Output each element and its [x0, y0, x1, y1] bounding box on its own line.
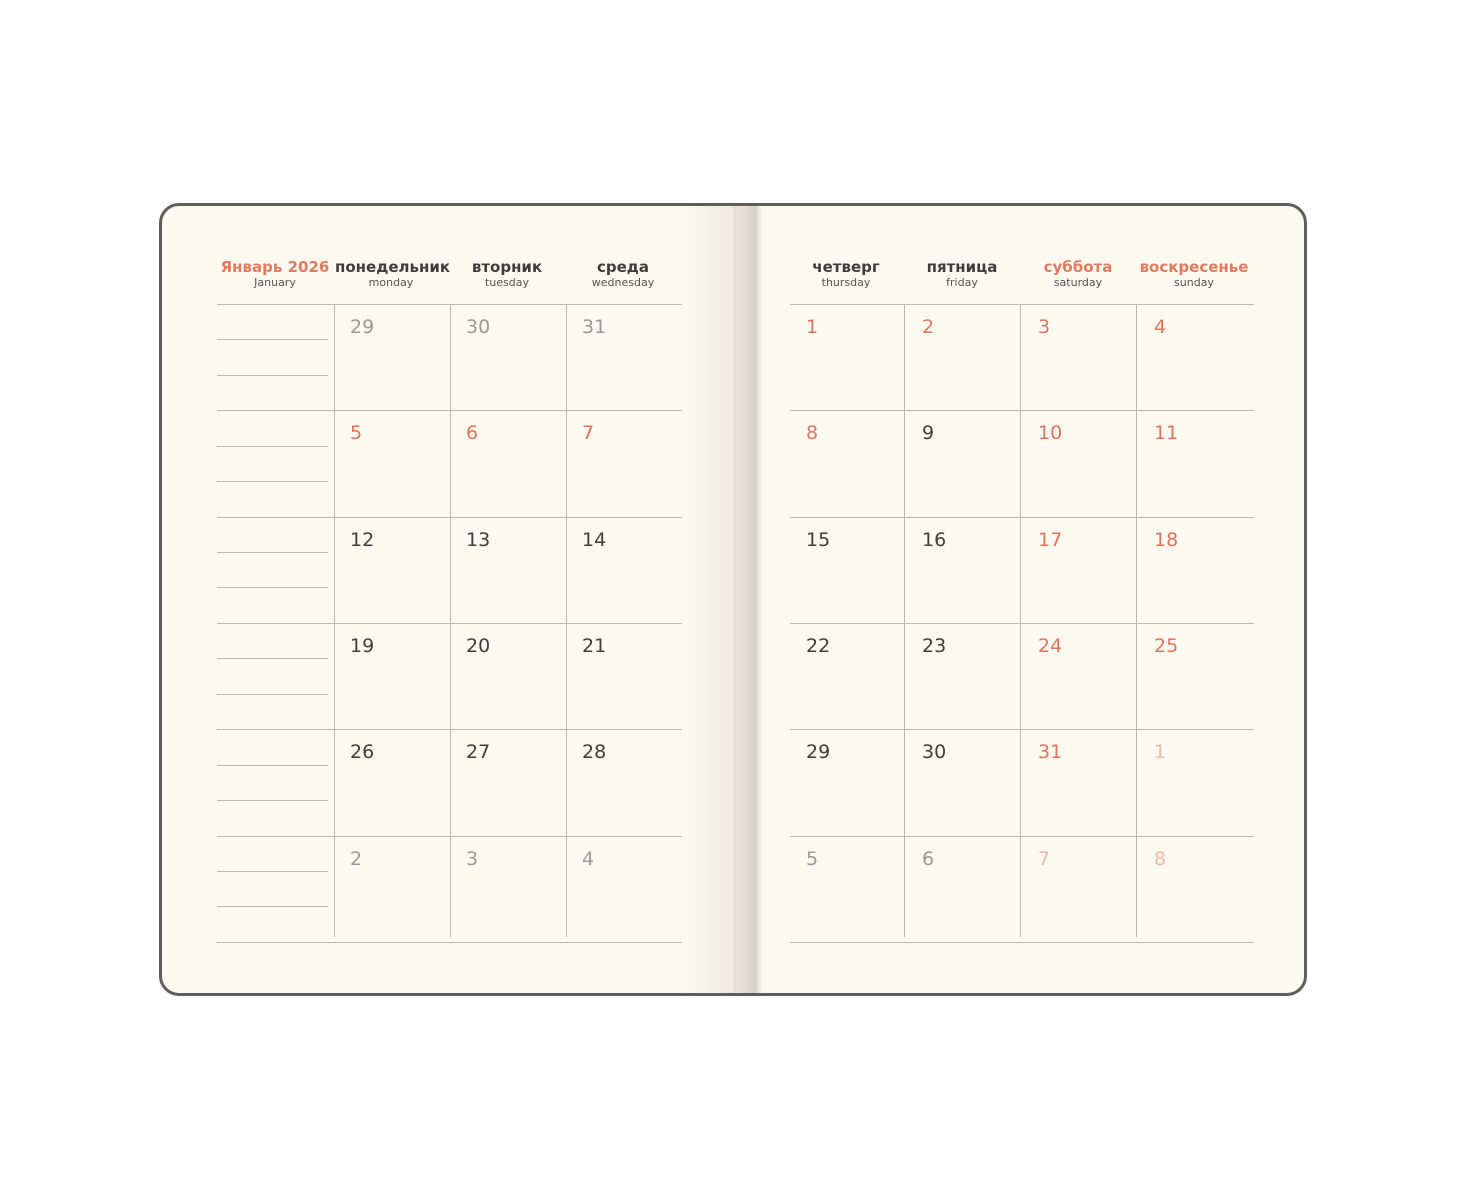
note-line	[217, 871, 328, 872]
day-number: 8	[1154, 847, 1167, 870]
note-line	[217, 552, 328, 553]
week-divider	[217, 942, 682, 943]
day-number: 7	[1038, 847, 1051, 870]
day-number: 9	[922, 422, 935, 445]
month-subtitle: January	[254, 276, 296, 289]
day-name-en: sunday	[1174, 276, 1214, 289]
day-number: 31	[582, 316, 607, 338]
note-line	[217, 694, 328, 695]
week-divider	[790, 623, 1254, 624]
day-number: 19	[350, 634, 375, 657]
day-number: 5	[806, 847, 819, 870]
day-number: 30	[466, 316, 491, 338]
day-column-divider	[450, 304, 451, 937]
note-line	[217, 906, 328, 907]
day-name-ru: среда	[596, 258, 650, 276]
day-name-ru: четверг	[812, 258, 880, 276]
day-number: 17	[1038, 528, 1063, 551]
day-header-sunday	[1138, 258, 1250, 290]
day-header-saturday	[1022, 258, 1134, 290]
day-name-en: monday	[368, 276, 414, 289]
day-name-ru: понедельник	[335, 258, 451, 276]
day-number: 1	[806, 316, 819, 338]
day-number: 2	[922, 316, 935, 338]
day-name-ru: суббота	[1043, 258, 1113, 276]
note-line	[217, 587, 328, 588]
day-number: 23	[922, 634, 947, 657]
note-line	[217, 481, 328, 482]
note-line	[217, 800, 328, 801]
note-line	[217, 446, 328, 447]
day-number: 21	[582, 634, 607, 657]
day-number: 10	[1038, 422, 1063, 445]
day-number: 7	[582, 422, 595, 445]
day-number: 3	[1038, 316, 1051, 338]
day-number: 11	[1154, 422, 1179, 445]
day-number: 14	[582, 528, 607, 551]
day-number: 20	[466, 634, 491, 657]
day-header-monday	[335, 258, 451, 290]
day-name-ru: пятница	[926, 258, 998, 276]
left-page	[162, 206, 737, 993]
day-number: 18	[1154, 528, 1179, 551]
day-name-ru: воскресенье	[1139, 258, 1249, 276]
day-header-thursday	[790, 258, 902, 290]
day-header-tuesday	[451, 258, 563, 290]
day-number: 29	[350, 316, 375, 338]
day-number: 15	[806, 528, 831, 551]
day-number: 25	[1154, 634, 1179, 657]
day-number: 31	[1038, 741, 1063, 764]
week-divider	[790, 410, 1254, 411]
day-header-friday	[906, 258, 1018, 290]
day-number: 2	[350, 847, 363, 870]
planner-spread	[159, 203, 1307, 996]
day-number: 26	[350, 741, 375, 764]
day-number: 24	[1038, 634, 1063, 657]
note-line	[217, 765, 328, 766]
day-name-en: saturday	[1053, 276, 1103, 289]
day-number: 28	[582, 741, 607, 764]
day-number: 3	[466, 847, 479, 870]
day-number: 4	[582, 847, 595, 870]
right-page	[737, 206, 1307, 993]
day-column-divider	[334, 304, 335, 937]
week-divider	[790, 729, 1254, 730]
day-number: 30	[922, 741, 947, 764]
day-column-divider	[566, 304, 567, 937]
note-line	[217, 658, 328, 659]
day-column-divider	[1136, 304, 1137, 937]
week-divider	[790, 942, 1254, 943]
day-number: 8	[806, 422, 819, 445]
day-number: 4	[1154, 316, 1167, 338]
day-name-en: wednesday	[591, 276, 655, 289]
day-name-en: friday	[946, 276, 978, 289]
day-number: 12	[350, 528, 375, 551]
day-number: 6	[922, 847, 935, 870]
week-divider	[790, 836, 1254, 837]
note-line	[217, 375, 328, 376]
day-number: 27	[466, 741, 491, 764]
day-number: 1	[1154, 741, 1167, 764]
week-divider	[790, 304, 1254, 305]
day-column-divider	[904, 304, 905, 937]
day-number: 29	[806, 741, 831, 764]
day-name-en: tuesday	[484, 276, 530, 289]
day-name-ru: вторник	[471, 258, 543, 276]
week-divider	[790, 517, 1254, 518]
day-number: 16	[922, 528, 947, 551]
day-number: 6	[466, 422, 479, 445]
day-number: 5	[350, 422, 363, 445]
month-header	[219, 258, 331, 290]
day-column-divider	[1020, 304, 1021, 937]
day-header-wednesday	[567, 258, 679, 290]
day-number: 22	[806, 634, 831, 657]
day-name-en: thursday	[821, 276, 871, 289]
note-line	[217, 339, 328, 340]
month-title: Январь 2026	[220, 258, 330, 276]
day-number: 13	[466, 528, 491, 551]
